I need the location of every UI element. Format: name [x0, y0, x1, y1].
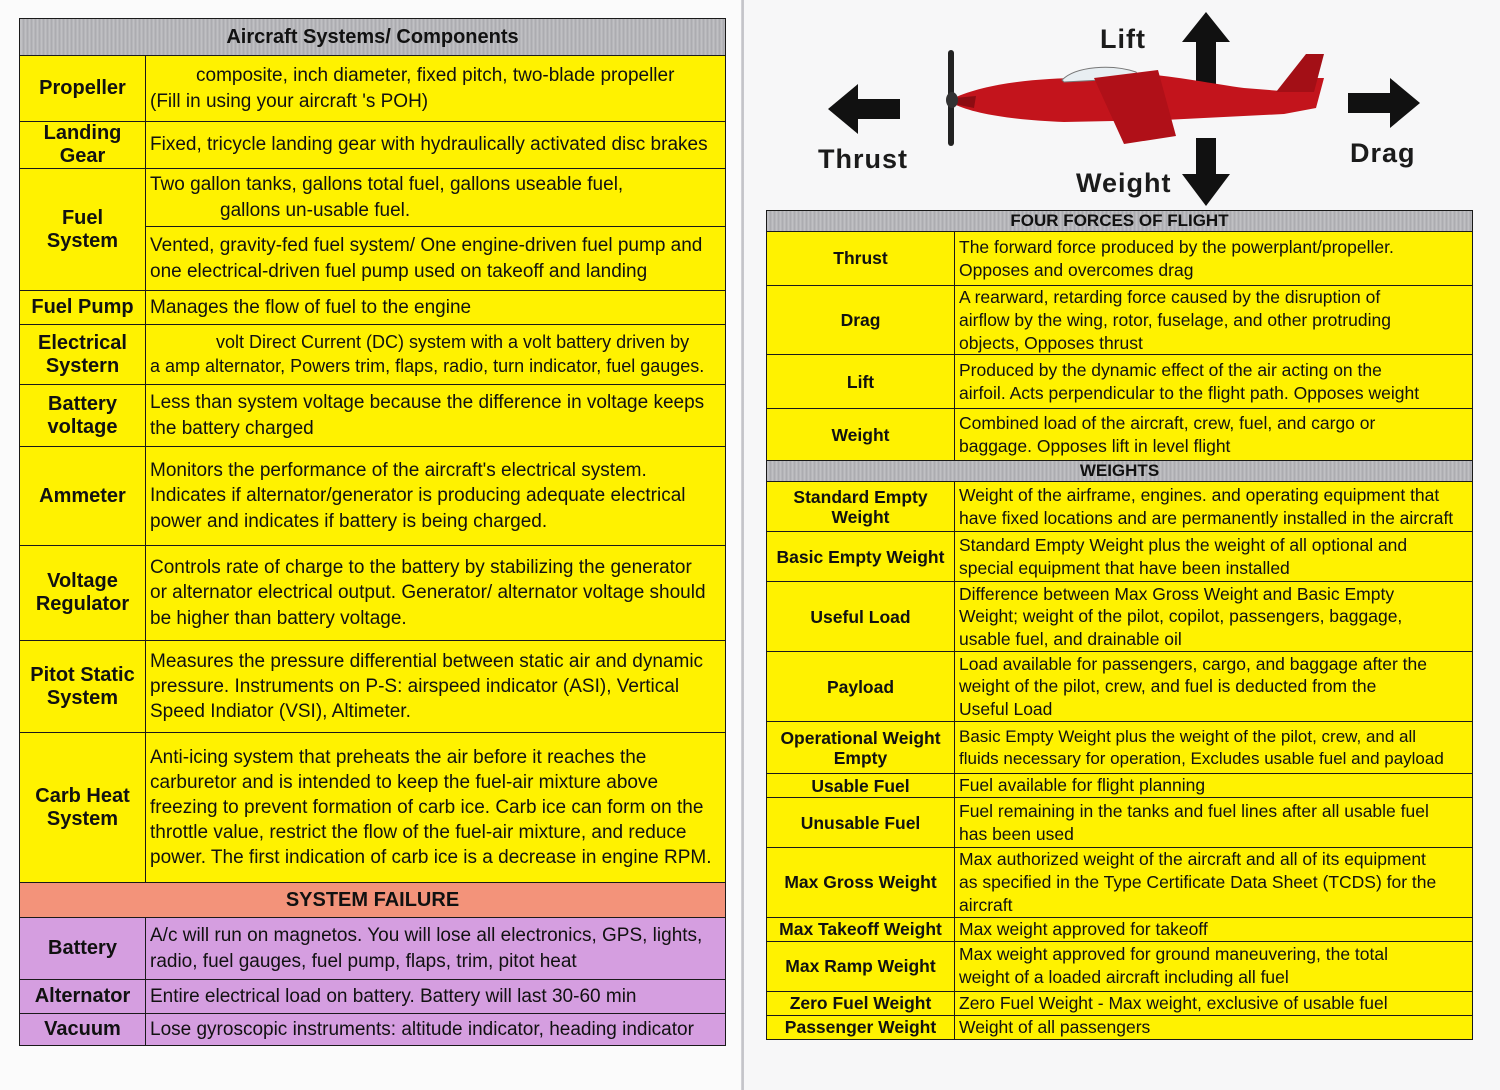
row-description: [146, 980, 726, 1014]
forces-title: FOUR FORCES OF FLIGHT: [767, 211, 1473, 232]
table-row: [767, 482, 1473, 532]
table-row: [767, 941, 1473, 991]
airplane-icon: [914, 48, 1334, 158]
row-label: Standard Empty Weight: [767, 482, 955, 532]
table-row: [20, 122, 726, 169]
row-description: [955, 722, 1473, 774]
row-label: Carb Heat System: [20, 733, 146, 883]
desc-line: Max authorized weight of the aircraft and all of its equipment: [959, 849, 1426, 870]
row-label: Weight: [767, 409, 955, 461]
desc-line: power. The first indication of carb ice is a decrease in engine RPM.: [150, 847, 712, 869]
desc-line: airfoil. Acts perpendicular to the flight path. Opposes weight: [959, 382, 1420, 403]
desc-line: radio, fuel gauges, fuel pump, flaps, trim, pitot heat: [150, 950, 577, 972]
table-row: [20, 546, 726, 641]
desc-line: baggage. Opposes lift in level flight: [959, 435, 1231, 456]
desc-line: A/c will run on magnetos. You will lose all electronics, GPS, lights,: [150, 925, 703, 947]
row-description: [955, 652, 1473, 722]
table-row: [20, 385, 726, 447]
desc-line: fluids necessary for operation, Excludes usable fuel and payload: [959, 748, 1444, 768]
table-row: [767, 409, 1473, 461]
desc-line: carburetor and is intended to keep the fuel-air mixture above: [150, 771, 659, 793]
row-label: Landing Gear: [20, 122, 146, 169]
forces-weights-table: [766, 210, 1473, 1040]
row-description: [146, 447, 726, 546]
desc-line: objects, Opposes thrust: [959, 332, 1143, 353]
weights-title: WEIGHTS: [767, 461, 1473, 482]
desc-line: The forward force produced by the powerplant/propeller.: [959, 236, 1394, 257]
table-row: [767, 232, 1473, 286]
desc-line: Fixed, tricycle landing gear with hydraulically activated disc brakes: [150, 134, 708, 156]
table-row: [20, 291, 726, 325]
desc-line: Standard Empty Weight plus the weight of all optional and: [959, 535, 1408, 555]
row-description: [146, 291, 726, 325]
row-description: [146, 385, 726, 447]
desc-line: one electrical-driven fuel pump used on takeoff and landing: [150, 260, 648, 282]
table-row: [767, 532, 1473, 582]
desc-line: Weight of all passengers: [959, 1016, 1151, 1037]
table-row: [767, 848, 1473, 917]
row-description: [955, 409, 1473, 461]
desc-line: Weight of the airframe, engines. and operating equipment that: [959, 485, 1440, 505]
desc-line: have fixed locations and are permanently installed in the aircraft: [959, 507, 1454, 528]
table-row: [20, 325, 726, 385]
table-row: [767, 917, 1473, 941]
desc-line: special equipment that have been installed: [959, 557, 1290, 578]
four-forces-diagram: [744, 0, 1500, 210]
desc-line: pressure. Instruments on P-S: airspeed indicator (ASI), Vertical: [150, 675, 680, 697]
table-row: [20, 447, 726, 546]
weight-label: Weight: [1076, 168, 1172, 198]
row-label: Fuel Pump: [20, 291, 146, 325]
table-row: [767, 798, 1473, 848]
left-page: [0, 0, 742, 1090]
row-label: Thrust: [767, 232, 955, 286]
table-row: [20, 733, 726, 883]
desc-line: Combined load of the aircraft, crew, fuel, and cargo or: [959, 413, 1376, 433]
desc-line: throttle value, restrict the flow of the fuel-air mixture, and reduce: [150, 822, 687, 844]
desc-line: a amp alternator, Powers trim, flaps, radio, turn indicator, fuel gauges.: [150, 355, 705, 376]
row-label: Propeller: [20, 56, 146, 122]
desc-line: A rearward, retarding force caused by the disruption of: [959, 287, 1381, 307]
desc-line: aircraft: [959, 894, 1013, 915]
drag-arrow-icon: [1348, 76, 1420, 130]
thrust-label: Thrust: [818, 144, 908, 174]
desc-line: Fuel available for flight planning: [959, 775, 1206, 796]
desc-line: Zero Fuel Weight - Max weight, exclusive of usable fuel: [959, 992, 1388, 1013]
desc-line: (Fill in using your aircraft 's POH): [150, 90, 429, 112]
row-label: Vacuum: [20, 1014, 146, 1046]
row-description: [146, 122, 726, 169]
failure-header-row: [20, 883, 726, 918]
row-label: Operational Weight Empty: [767, 722, 955, 774]
table-row: [20, 980, 726, 1014]
row-label: Max Gross Weight: [767, 848, 955, 917]
weights-header-row: [767, 461, 1473, 482]
table-row: [20, 1014, 726, 1046]
row-label: Battery: [20, 918, 146, 980]
row-description: [146, 325, 726, 385]
table-row: [20, 169, 726, 227]
aircraft-systems-table: [19, 18, 726, 1046]
row-description: [955, 848, 1473, 917]
desc-line: gallons un-usable fuel.: [220, 199, 411, 221]
table-row: [767, 652, 1473, 722]
desc-line: the battery charged: [150, 417, 314, 439]
row-description: [146, 1014, 726, 1046]
systems-title: Aircraft Systems/ Components: [20, 19, 726, 56]
row-description: [955, 991, 1473, 1015]
desc-line: power and indicates if battery is being charged.: [150, 510, 548, 532]
desc-line: Max weight approved for takeoff: [959, 918, 1208, 939]
desc-line: Controls rate of charge to the battery by stabilizing the generator: [150, 557, 692, 579]
desc-line: Monitors the performance of the aircraft's electrical system.: [150, 460, 647, 482]
row-description: [955, 941, 1473, 991]
desc-line: composite, inch diameter, fixed pitch, two-blade propeller: [196, 65, 675, 87]
table-row: [767, 355, 1473, 409]
desc-line: weight of the pilot, crew, and fuel is deducted from the: [959, 676, 1377, 697]
desc-line: freezing to prevent formation of carb ice. Carb ice can form on the: [150, 796, 704, 818]
row-label: Alternator: [20, 980, 146, 1014]
desc-line: Indicates if alternator/generator is producing adequate electrical: [150, 485, 686, 507]
desc-line: has been used: [959, 823, 1074, 844]
desc-line: Basic Empty Weight plus the weight of the pilot, crew, and all: [959, 726, 1417, 746]
desc-line: be higher than battery voltage.: [150, 607, 407, 629]
row-description: [146, 641, 726, 733]
row-description: [955, 532, 1473, 582]
desc-line: Useful Load: [959, 699, 1053, 720]
table-row: [20, 56, 726, 122]
row-label: Unusable Fuel: [767, 798, 955, 848]
desc-line: Vented, gravity-fed fuel system/ One engine-driven fuel pump and: [150, 235, 703, 257]
desc-line: airflow by the wing, rotor, fuselage, and other protruding: [959, 309, 1391, 330]
desc-line: Entire electrical load on battery. Battery will last 30-60 min: [150, 985, 637, 1007]
row-description: [955, 482, 1473, 532]
desc-line: Produced by the dynamic effect of the air acting on the: [959, 360, 1382, 380]
row-description: [955, 798, 1473, 848]
desc-line: Fuel remaining in the tanks and fuel lines after all usable fuel: [959, 801, 1429, 821]
desc-line: as specified in the Type Certificate Data Sheet (TCDS) for the: [959, 872, 1437, 892]
desc-line: Less than system voltage because the difference in voltage keeps: [150, 392, 705, 414]
row-description: [955, 286, 1473, 355]
row-description: [146, 918, 726, 980]
desc-line: Two gallon tanks, gallons total fuel, gallons useable fuel,: [150, 174, 624, 196]
row-label: Lift: [767, 355, 955, 409]
row-description: [955, 582, 1473, 652]
row-description: [955, 355, 1473, 409]
row-label: Voltage Regulator: [20, 546, 146, 641]
systems-header-row: [20, 19, 726, 56]
row-label: Passenger Weight: [767, 1015, 955, 1039]
desc-line: Lose gyroscopic instruments: altitude indicator, heading indicator: [150, 1018, 694, 1040]
table-row: [767, 582, 1473, 652]
desc-line: Difference between Max Gross Weight and Basic Empty: [959, 583, 1395, 604]
row-label: Payload: [767, 652, 955, 722]
row-label: Electrical Systern: [20, 325, 146, 385]
row-label: Max Ramp Weight: [767, 941, 955, 991]
row-label: Basic Empty Weight: [767, 532, 955, 582]
desc-line: usable fuel, and drainable oil: [959, 629, 1182, 650]
row-description: [146, 733, 726, 883]
desc-line: Opposes and overcomes drag: [959, 259, 1194, 280]
row-label: Useful Load: [767, 582, 955, 652]
failure-title: SYSTEM FAILURE: [20, 883, 726, 918]
desc-line: Max weight approved for ground maneuvering, the total: [959, 944, 1389, 965]
table-row: [767, 722, 1473, 774]
table-row: [20, 918, 726, 980]
desc-line: Weight; weight of the pilot, copilot, passengers, baggage,: [959, 606, 1403, 627]
row-description: [955, 774, 1473, 798]
row-label: Drag: [767, 286, 955, 355]
row-description: [146, 546, 726, 641]
row-description: [955, 1015, 1473, 1039]
desc-line: or alternator electrical output. Generator/ alternator voltage should: [150, 582, 706, 604]
desc-line: Speed Indiator (VSI), Altimeter.: [150, 701, 411, 723]
thrust-arrow-icon: [828, 82, 900, 136]
row-description: [146, 227, 726, 291]
right-page: [744, 0, 1500, 1090]
desc-line: Load available for passengers, cargo, and baggage after the: [959, 653, 1427, 674]
row-label: Pitot Static System: [20, 641, 146, 733]
table-row: [20, 641, 726, 733]
drag-label: Drag: [1350, 138, 1416, 168]
forces-header-row: [767, 211, 1473, 232]
row-label: Zero Fuel Weight: [767, 991, 955, 1015]
row-label: Usable Fuel: [767, 774, 955, 798]
row-description: [955, 917, 1473, 941]
table-row: [767, 1015, 1473, 1039]
row-description: [146, 56, 726, 122]
desc-line: volt Direct Current (DC) system with a volt battery driven by: [216, 331, 690, 352]
desc-line: weight of a loaded aircraft including all fuel: [959, 967, 1289, 987]
row-description: [955, 232, 1473, 286]
row-label: Fuel System: [20, 169, 146, 291]
row-label: Max Takeoff Weight: [767, 917, 955, 941]
table-row: [767, 991, 1473, 1015]
desc-line: Anti-icing system that preheats the air before it reaches the: [150, 746, 647, 768]
desc-line: Measures the pressure differential between static air and dynamic: [150, 650, 704, 672]
table-row: [767, 286, 1473, 355]
lift-label: Lift: [1100, 24, 1146, 54]
desc-line: Manages the flow of fuel to the engine: [150, 296, 472, 318]
row-label: Battery voltage: [20, 385, 146, 447]
row-label: Ammeter: [20, 447, 146, 546]
table-row: [767, 774, 1473, 798]
row-description: [146, 169, 726, 227]
